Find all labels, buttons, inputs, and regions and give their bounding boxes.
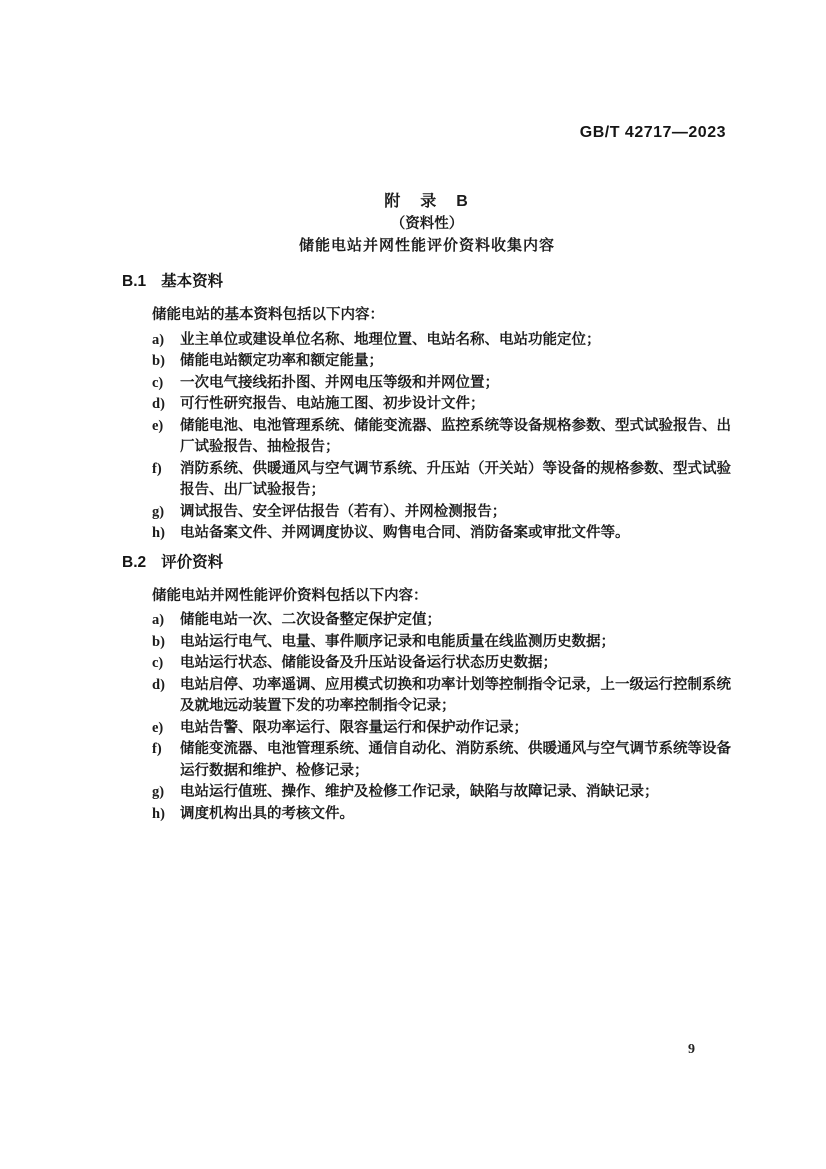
- section-b1-heading: [122, 272, 734, 292]
- item-label: h): [152, 805, 165, 822]
- item-label: e): [152, 719, 164, 736]
- item-label: b): [152, 353, 165, 369]
- item-text: 调度机构出具的考核文件。: [180, 805, 354, 822]
- section-b1: [122, 272, 734, 545]
- list-item: [152, 782, 734, 804]
- list-item: [152, 394, 734, 416]
- section-b1-intro: 储能电站的基本资料包括以下内容：: [152, 307, 384, 323]
- list-item: [152, 416, 734, 459]
- page-number: 9: [688, 1042, 695, 1057]
- section-b1-item-list: [122, 330, 734, 545]
- section-b2-intro: 储能电站并网性能评价资料包括以下内容：: [152, 587, 428, 604]
- list-item: [152, 351, 734, 373]
- list-item: [152, 632, 734, 654]
- appendix-type-label: （资料性）: [390, 216, 464, 232]
- list-item: [152, 718, 734, 740]
- item-text: 电站运行状态、储能设备及升压站设备运行状态历史数据；: [180, 655, 557, 671]
- section-b2-heading: [122, 553, 734, 573]
- item-text: 电站运行电气、电量、事件顺序记录和电能质量在线监测历史数据；: [180, 633, 615, 650]
- item-label: h): [152, 525, 165, 541]
- item-text: 电站运行值班、操作、维护及检修工作记录，缺陷与故障记录、消缺记录；: [180, 784, 659, 800]
- item-label: g): [152, 784, 165, 800]
- list-item: [152, 804, 734, 826]
- list-item: [152, 459, 734, 502]
- item-text: 可行性研究报告、电站施工图、初步设计文件；: [180, 396, 485, 412]
- list-item: [152, 330, 734, 352]
- list-item: [152, 653, 734, 675]
- item-text: 一次电气接线拓扑图、并网电压等级和并网位置；: [180, 374, 499, 391]
- item-text: 储能电站一次、二次设备整定保护定值；: [180, 612, 441, 628]
- item-label: a): [152, 331, 165, 348]
- section-b2-title: 评价资料: [161, 553, 224, 571]
- item-label: d): [152, 396, 165, 412]
- list-item: [152, 675, 734, 718]
- item-text: 消防系统、供暖通风与空气调节系统、升压站（开关站）等设备的规格参数、型式试验报告、出厂试验报告；: [180, 460, 731, 498]
- appendix-heading: 附 录 B: [384, 193, 470, 210]
- item-text: 业主单位或建设单位名称、地理位置、电站名称、电站功能定位；: [180, 331, 601, 348]
- standard-number: GB/T 42717—2023: [579, 124, 726, 141]
- item-text: 储能电站额定功率和额定能量；: [180, 353, 383, 369]
- item-text: 储能变流器、电池管理系统、通信自动化、消防系统、供暖通风与空气调节系统等设备运行数据和维护、检修记录；: [180, 741, 731, 779]
- item-text: 电站启停、功率遥调、应用模式切换和功率计划等控制指令记录，上一级运行控制系统及就地远动装置下发的功率控制指令记录；: [180, 676, 731, 714]
- list-item: [152, 502, 734, 524]
- item-label: e): [152, 417, 164, 434]
- section-b1-title: 基本资料: [161, 273, 224, 290]
- list-item: [152, 739, 734, 782]
- item-label: a): [152, 612, 165, 628]
- item-label: f): [152, 741, 162, 757]
- item-label: d): [152, 676, 165, 693]
- item-label: c): [152, 655, 164, 671]
- item-label: f): [152, 460, 162, 477]
- section-b2: [122, 553, 734, 826]
- item-label: b): [152, 633, 165, 650]
- list-item: [152, 373, 734, 395]
- appendix-subject-title: 储能电站并网性能评价资料收集内容: [298, 237, 555, 254]
- item-text: 储能电池、电池管理系统、储能变流器、监控系统等设备规格参数、型式试验报告、出厂试验报告、抽检报告；: [180, 417, 731, 455]
- item-text: 调试报告、安全评估报告（若有）、并网检测报告；: [180, 503, 507, 520]
- item-text: 电站备案文件、并网调度协议、购售电合同、消防备案或审批文件等。: [180, 525, 630, 541]
- section-b2-number: B.2: [122, 553, 147, 571]
- item-label: g): [152, 503, 165, 520]
- document-content: [122, 272, 734, 825]
- item-text: 电站告警、限功率运行、限容量运行和保护动作记录；: [180, 719, 528, 736]
- list-item: [152, 523, 734, 545]
- item-label: c): [152, 374, 164, 391]
- appendix-title-block: [122, 191, 732, 257]
- section-b2-item-list: [122, 610, 734, 825]
- list-item: [152, 610, 734, 632]
- section-b1-number: B.1: [122, 273, 147, 290]
